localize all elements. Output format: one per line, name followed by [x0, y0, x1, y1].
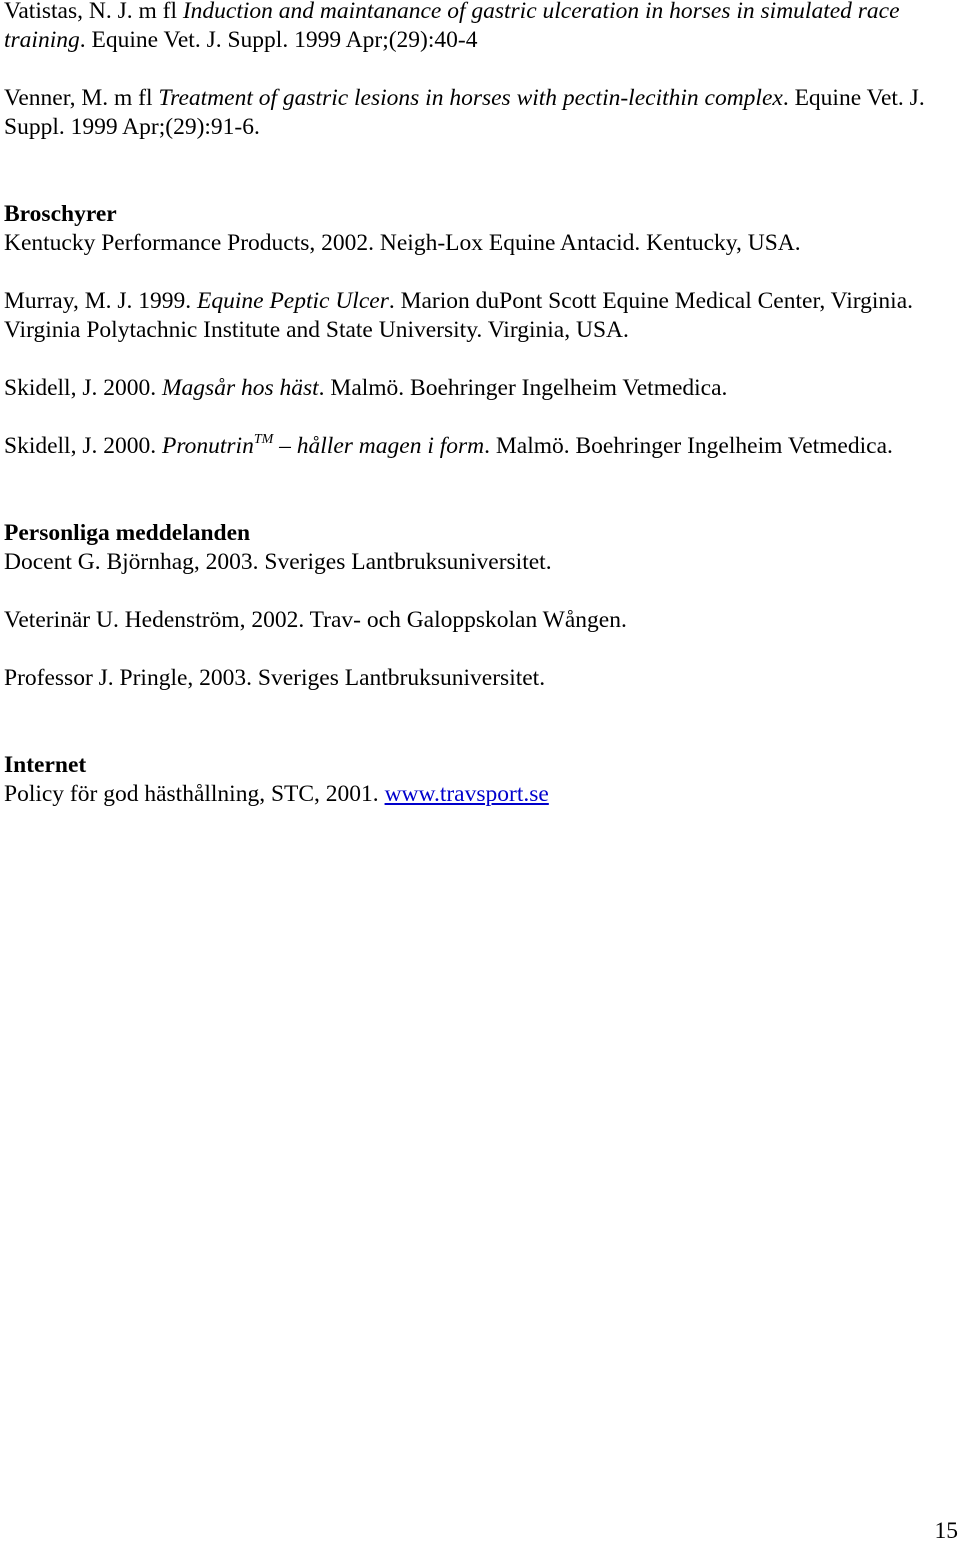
personal-communication: Veterinär U. Hedenström, 2002. Trav- och Galoppskolan Wången.: [4, 607, 627, 633]
section-personliga: [4, 519, 954, 577]
page-number: 15: [934, 1518, 958, 1544]
heading-broschyrer: Broschyrer: [4, 201, 117, 227]
reference-skidell-pronutrin: Skidell, J. 2000. Pronutrin™ – håller magen i form. Malmö. Boehringer Ingelheim Vetmedica.: [4, 432, 893, 459]
section-broschyrer: [4, 200, 954, 258]
reference-page: [4, 0, 954, 809]
reference-venner: Venner, M. m fl Treatment of gastric lesions in horses with pectin-lecithin complex. Equine Vet. J. Suppl. 1999 Apr;(29):91-6.: [4, 85, 925, 140]
trademark-mark: TM: [253, 432, 274, 447]
personal-communication: Professor J. Pringle, 2003. Sveriges Lantbruksuniversitet.: [4, 665, 546, 691]
heading-personliga: Personliga meddelanden: [4, 520, 251, 546]
reference-vatistas: Vatistas, N. J. m fl Induction and maintanance of gastric ulceration in horses in simulated race training. Equine Vet. J. Suppl. 1999 Apr;(29):40-4: [4, 0, 900, 53]
reference-kentucky: Kentucky Performance Products, 2002. Neigh-Lox Equine Antacid. Kentucky, USA.: [4, 230, 801, 256]
internet-reference: Policy för god hästhållning, STC, 2001.: [4, 781, 385, 807]
reference-murray: Murray, M. J. 1999. Equine Peptic Ulcer. Marion duPont Scott Equine Medical Center, Virginia. Virginia Polytachnic Institute and State University. Virginia, USA.: [4, 288, 914, 343]
heading-internet: Internet: [4, 752, 87, 778]
travsport-link[interactable]: www.travsport.se: [384, 781, 549, 807]
section-internet: [4, 751, 954, 809]
reference-skidell-magsar: Skidell, J. 2000. Magsår hos häst. Malmö. Boehringer Ingelheim Vetmedica.: [4, 375, 728, 401]
personal-communication: Docent G. Björnhag, 2003. Sveriges Lantbruksuniversitet.: [4, 549, 552, 575]
